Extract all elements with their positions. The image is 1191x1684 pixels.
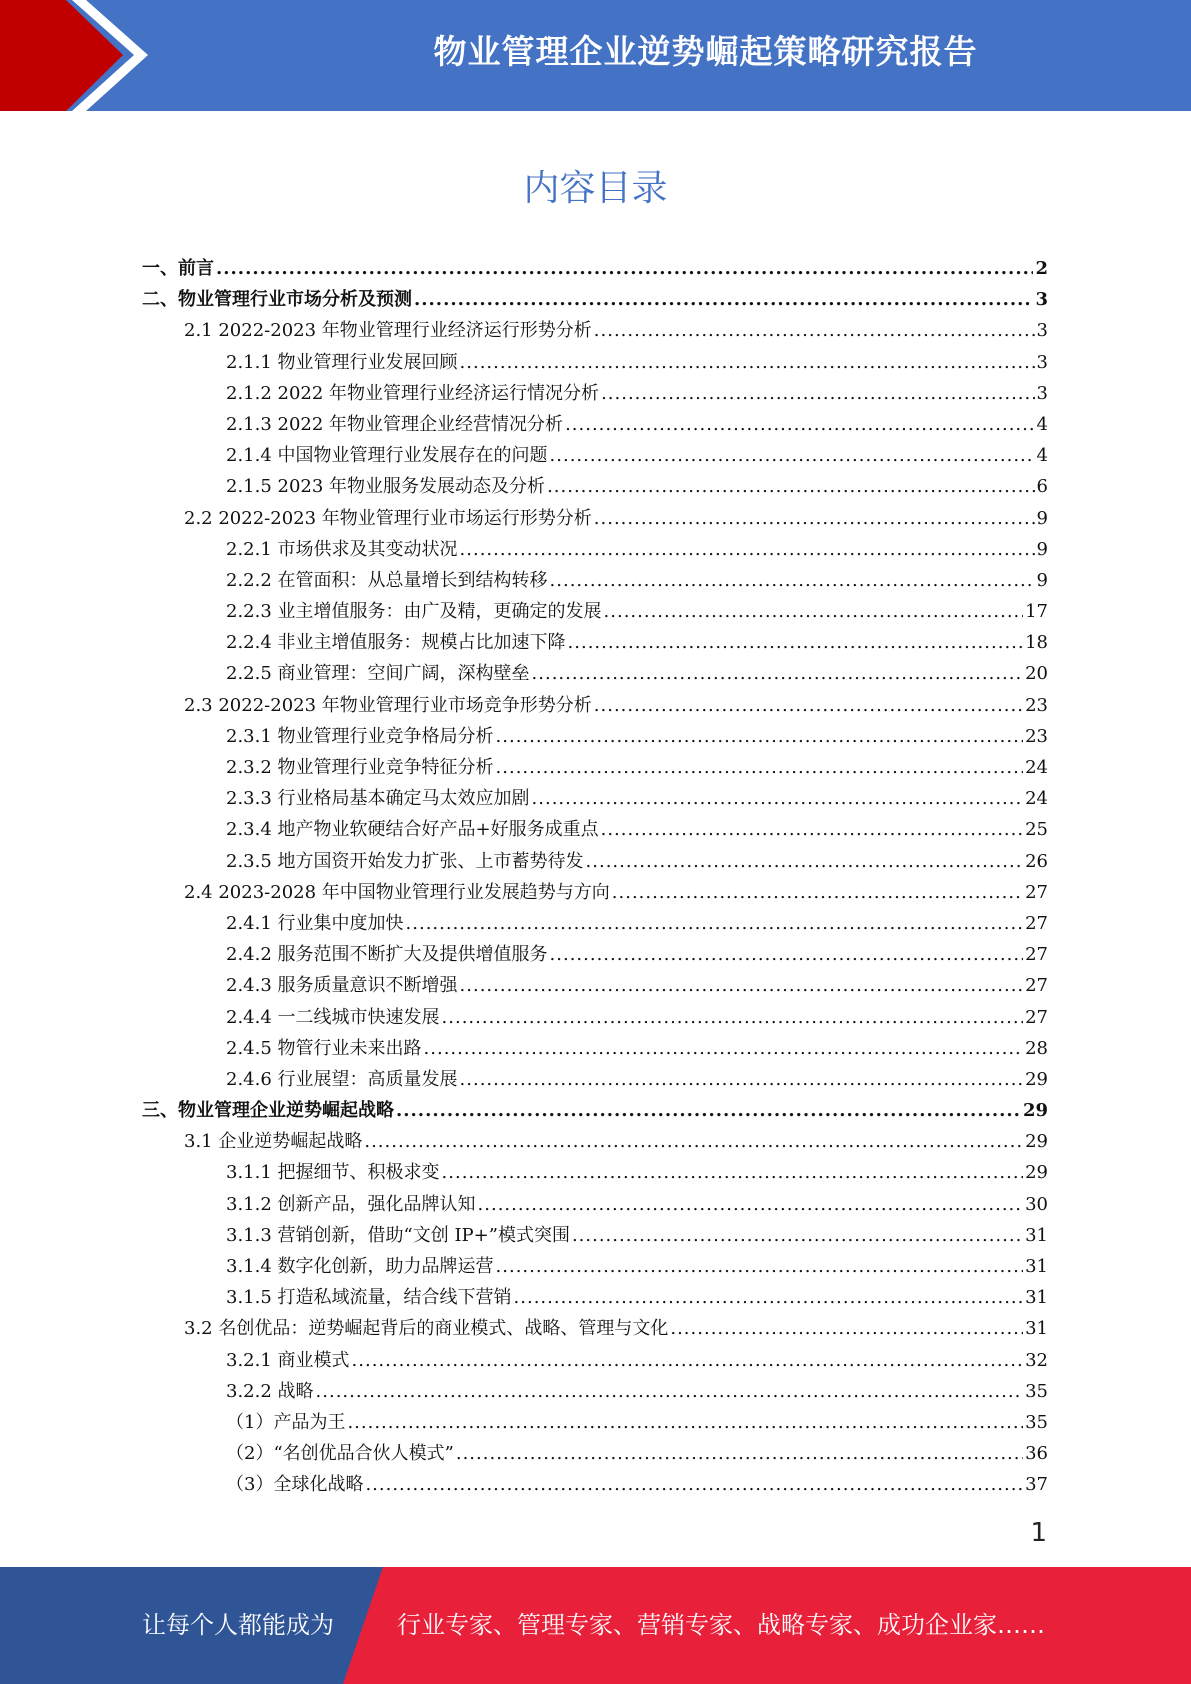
toc-entry-title: 二、物业管理行业市场分析及预测 [142, 289, 412, 311]
toc-dot-leader [532, 658, 1024, 689]
toc-entry-title: 3.1.3 营销创新，借助“文创 IP+”模式突围 [226, 1224, 570, 1246]
toc-dot-leader [601, 814, 1023, 845]
toc-entry-title: 2.2.1 市场供求及其变动状况 [226, 538, 458, 560]
toc-entry[interactable] [142, 721, 1048, 752]
toc-entry[interactable] [142, 1033, 1048, 1064]
toc-entry-title: （3）全球化战略 [226, 1474, 364, 1496]
toc-entry-title: 三、物业管理企业逆势崛起战略 [142, 1100, 394, 1122]
toc-entry[interactable] [142, 846, 1048, 877]
toc-entry-page: 29 [1025, 1131, 1048, 1153]
toc-entry[interactable] [142, 253, 1048, 284]
toc-entry-page: 27 [1025, 975, 1048, 997]
toc-entry[interactable] [142, 1002, 1048, 1033]
toc-entry-page: 36 [1025, 1443, 1048, 1465]
toc-entry-page: 25 [1025, 819, 1048, 841]
toc-dot-leader [442, 1157, 1024, 1188]
toc-entry[interactable] [142, 284, 1048, 315]
toc-entry-page: 27 [1025, 1006, 1048, 1028]
toc-entry[interactable] [142, 1126, 1048, 1157]
toc-entry-title: 2.3.4 地产物业软硬结合好产品+好服务成重点 [226, 819, 599, 841]
toc-entry-page: 31 [1025, 1256, 1048, 1277]
toc-entry[interactable] [142, 783, 1048, 814]
toc-entry-page: 37 [1025, 1474, 1048, 1496]
toc-dot-leader [670, 1313, 1023, 1344]
toc-dot-leader [496, 1251, 1024, 1282]
toc-entry[interactable] [142, 315, 1048, 346]
toc-entry-page: 9 [1036, 569, 1048, 591]
toc-entry[interactable] [142, 1282, 1048, 1313]
toc-dot-leader [550, 565, 1035, 596]
toc-entry[interactable] [142, 1157, 1048, 1188]
toc-entry-page: 26 [1025, 850, 1048, 872]
toc-entry-page: 31 [1025, 1224, 1048, 1246]
toc-entry-page: 3 [1035, 289, 1048, 311]
toc-dot-leader [365, 1469, 1023, 1500]
footer-slogan-left: 让每个人都能成为 [142, 1611, 334, 1639]
toc-dot-leader [456, 1438, 1023, 1469]
toc-entry[interactable] [142, 1095, 1048, 1126]
toc-entry-title: 2.2.3 业主增值服务：由广及精，更确定的发展 [226, 601, 602, 623]
toc-heading: 内容目录 [523, 168, 668, 209]
toc-dot-leader [496, 752, 1024, 783]
toc-entry[interactable] [142, 877, 1048, 908]
toc-entry-title: 3.1.4 数字化创新，助力品牌运营 [226, 1256, 494, 1277]
footer-slogan-right: 行业专家、管理专家、营销专家、战略专家、成功企业家…… [397, 1611, 1045, 1639]
toc-dot-leader [414, 284, 1033, 315]
toc-dot-leader [364, 1126, 1023, 1157]
toc-dot-leader [514, 1282, 1024, 1313]
toc-entry-title: 2.1.5 2023 年物业服务发展动态及分析 [226, 476, 546, 498]
toc-entry[interactable] [142, 347, 1048, 378]
toc-dot-leader [604, 596, 1024, 627]
toc-entry-title: 3.2.2 战略 [226, 1380, 314, 1402]
toc-entry-title: 3.1.2 创新产品，强化品牌认知 [226, 1193, 476, 1215]
toc-dot-leader [316, 1376, 1024, 1407]
toc-entry[interactable] [142, 1469, 1048, 1500]
toc-dot-leader [547, 471, 1034, 502]
toc-dot-leader [442, 1002, 1024, 1033]
toc-entry-title: 2.3.3 行业格局基本确定马太效应加剧 [226, 788, 530, 810]
toc-entry-title: 2.1 2022-2023 年物业管理行业经济运行形势分析 [184, 320, 592, 342]
toc-entry-title: 2.1.1 物业管理行业发展回顾 [226, 351, 458, 373]
toc-entry-page: 24 [1025, 788, 1048, 810]
toc-entry-page: 20 [1025, 663, 1048, 685]
toc-entry-title: 2.4 2023-2028 年中国物业管理行业发展趋势与方向 [184, 881, 610, 903]
toc-entry[interactable] [142, 814, 1048, 845]
toc-entry-page: 28 [1025, 1037, 1048, 1059]
toc-entry[interactable] [142, 1220, 1048, 1251]
toc-entry-title: 2.4.3 服务质量意识不断增强 [226, 975, 458, 997]
toc-entry-page: 18 [1025, 632, 1048, 654]
toc-entry-title: 2.4.6 行业展望：高质量发展 [226, 1068, 458, 1090]
toc-entry-title: 2.1.4 中国物业管理行业发展存在的问题 [226, 445, 548, 467]
toc-dot-leader [612, 877, 1023, 908]
toc-entry-title: 一、前言 [142, 258, 214, 279]
toc-entry-title: 2.3.1 物业管理行业竞争格局分析 [226, 725, 494, 747]
toc-entry[interactable] [142, 908, 1048, 939]
toc-entry-page: 3 [1036, 351, 1048, 373]
toc-dot-leader [460, 970, 1024, 1001]
toc-dot-leader [460, 347, 1035, 378]
toc-entry-page: 17 [1025, 601, 1048, 623]
toc-dot-leader [550, 440, 1035, 471]
toc-entry-title: 3.1 企业逆势崛起战略 [184, 1131, 363, 1153]
report-title: 物业管理企业逆势崛起策略研究报告 [433, 32, 978, 71]
toc-entry-title: （2）“名创优品合伙人模式” [226, 1443, 454, 1465]
toc-entry-title: 2.3 2022-2023 年物业管理行业市场竞争形势分析 [184, 694, 592, 716]
toc-entry-page: 31 [1025, 1318, 1048, 1340]
toc-entry-title: 3.1.5 打造私域流量，结合线下营销 [226, 1287, 512, 1309]
toc-entry[interactable] [142, 752, 1048, 783]
toc-entry-page: 27 [1025, 912, 1048, 934]
toc-entry-page: 27 [1025, 881, 1048, 903]
toc-entry-title: 2.4.2 服务范围不断扩大及提供增值服务 [226, 944, 548, 966]
toc-entry-title: 2.1.2 2022 年物业管理行业经济运行情况分析 [226, 382, 600, 404]
toc-entry-page: 4 [1036, 413, 1048, 435]
toc-entry[interactable] [142, 378, 1048, 409]
toc-entry[interactable] [142, 565, 1048, 596]
toc-entry-page: 31 [1025, 1287, 1048, 1309]
toc-entry[interactable] [142, 1376, 1048, 1407]
toc-entry-page: 4 [1036, 445, 1048, 467]
toc-dot-leader [216, 253, 1033, 284]
red-chevron-icon [0, 0, 200, 111]
toc-dot-leader [460, 534, 1035, 565]
toc-dot-leader [568, 627, 1024, 658]
toc-entry[interactable] [142, 1251, 1048, 1282]
toc-entry-page: 24 [1025, 757, 1048, 778]
toc-dot-leader [424, 1033, 1024, 1064]
toc-entry[interactable] [142, 690, 1048, 721]
toc-entry[interactable] [142, 471, 1048, 502]
toc-entry-title: 2.2.2 在管面积：从总量增长到结构转移 [226, 569, 548, 591]
toc-entry-page: 9 [1036, 507, 1048, 529]
toc-dot-leader [601, 378, 1034, 409]
toc-entry-page: 29 [1022, 1100, 1048, 1122]
toc-dot-leader [460, 1064, 1024, 1095]
toc-dot-leader [496, 721, 1024, 752]
toc-dot-leader [586, 846, 1024, 877]
toc-entry[interactable] [142, 627, 1048, 658]
toc-entry-page: 3 [1036, 382, 1048, 404]
toc-entry-page: 23 [1025, 725, 1048, 747]
toc-entry[interactable] [142, 970, 1048, 1001]
toc-entry-page: 35 [1025, 1380, 1048, 1402]
toc-entry-page: 35 [1025, 1411, 1048, 1433]
toc-dot-leader [594, 690, 1023, 721]
toc-entry-title: 2.4.1 行业集中度加快 [226, 912, 404, 934]
toc-entry-title: 2.2.4 非业主增值服务：规模占比加速下降 [226, 632, 566, 654]
toc-entry[interactable] [142, 440, 1048, 471]
toc-entry[interactable] [142, 1064, 1048, 1095]
toc-entry[interactable] [142, 1407, 1048, 1438]
toc-entry-page: 27 [1025, 944, 1048, 966]
toc-entry-title: 3.2 名创优品：逆势崛起背后的商业模式、战略、管理与文化 [184, 1318, 669, 1340]
toc-dot-leader [594, 315, 1035, 346]
toc-dot-leader [550, 939, 1024, 970]
toc-entry-page: 2 [1035, 258, 1048, 279]
page-number: 1 [1030, 1518, 1047, 1548]
toc-dot-leader [532, 783, 1024, 814]
toc-dot-leader [347, 1407, 1023, 1438]
toc-dot-leader [396, 1095, 1021, 1126]
toc-entry[interactable] [142, 503, 1048, 534]
toc-entry-title: 2.1.3 2022 年物业管理企业经营情况分析 [226, 413, 564, 435]
toc-entry-page: 23 [1025, 694, 1048, 716]
toc-dot-leader [406, 908, 1024, 939]
footer-banner [0, 1567, 1191, 1684]
toc-dot-leader [478, 1189, 1024, 1220]
toc-entry[interactable] [142, 534, 1048, 565]
toc-entry-page: 30 [1025, 1193, 1048, 1215]
header-banner [0, 0, 1191, 111]
toc-entry[interactable] [142, 1313, 1048, 1344]
toc-dot-leader [594, 503, 1035, 534]
toc-entry-title: 2.4.4 一二线城市快速发展 [226, 1006, 440, 1028]
toc-dot-leader [572, 1220, 1023, 1251]
toc-entry-title: 2.4.5 物管行业未来出路 [226, 1037, 422, 1059]
toc-entry-page: 3 [1036, 320, 1048, 342]
toc-entry-page: 9 [1036, 538, 1048, 560]
toc-entry-title: 3.1.1 把握细节、积极求变 [226, 1162, 440, 1184]
toc-entry[interactable] [142, 658, 1048, 689]
toc-entry-title: 3.2.1 商业模式 [226, 1349, 350, 1371]
toc-entry-title: 2.3.5 地方国资开始发力扩张、上市蓄势待发 [226, 850, 584, 872]
toc-entry[interactable] [142, 1189, 1048, 1220]
toc-entry-page: 32 [1025, 1349, 1048, 1371]
toc-dot-leader [352, 1345, 1024, 1376]
toc-entry[interactable] [142, 596, 1048, 627]
toc-entry[interactable] [142, 939, 1048, 970]
toc-entry-title: 2.2.5 商业管理：空间广阔，深构壁垒 [226, 663, 530, 685]
toc-entry[interactable] [142, 1345, 1048, 1376]
toc-entry-page: 29 [1025, 1068, 1048, 1090]
toc-entry-title: （1）产品为王 [226, 1411, 346, 1433]
toc-entry-title: 2.2 2022-2023 年物业管理行业市场运行形势分析 [184, 507, 592, 529]
toc-dot-leader [565, 409, 1034, 440]
toc-entry-page: 29 [1025, 1162, 1048, 1184]
toc-entry[interactable] [142, 409, 1048, 440]
toc-entry-page: 6 [1036, 476, 1048, 498]
toc-entry[interactable] [142, 1438, 1048, 1469]
table-of-contents [142, 253, 1048, 1501]
toc-entry-title: 2.3.2 物业管理行业竞争特征分析 [226, 757, 494, 778]
